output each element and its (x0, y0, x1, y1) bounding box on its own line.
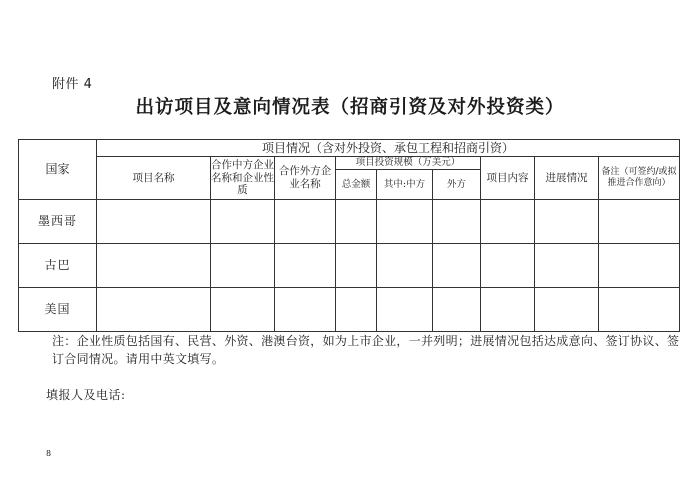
empty-cell (599, 200, 680, 244)
country-cell: 古巴 (19, 244, 97, 288)
empty-cell (97, 200, 211, 244)
empty-cell (377, 288, 433, 332)
empty-cell (211, 244, 275, 288)
empty-cell (211, 200, 275, 244)
header-remarks: 备注（可签约/或拟推进合作意向） (599, 157, 680, 200)
empty-cell (535, 288, 599, 332)
header-foreign-share: 外方 (433, 170, 481, 200)
header-chinese-share: 其中:中方 (377, 170, 433, 200)
empty-cell (275, 200, 336, 244)
filler-contact-label: 填报人及电话: (46, 388, 126, 402)
empty-cell (433, 244, 481, 288)
empty-cell (599, 244, 680, 288)
empty-cell (433, 200, 481, 244)
empty-cell (97, 244, 211, 288)
table-row (19, 288, 680, 332)
header-project-content: 项目内容 (481, 157, 535, 200)
header-investment-scale: 项目投资规模（万美元） (336, 157, 481, 170)
empty-cell (535, 200, 599, 244)
empty-cell (481, 200, 535, 244)
page-number: 8 (46, 449, 52, 458)
empty-cell (535, 244, 599, 288)
empty-cell (433, 288, 481, 332)
attachment-label: 附件 4 (52, 77, 93, 92)
table-row (19, 244, 680, 288)
empty-cell (336, 288, 377, 332)
empty-cell (275, 244, 336, 288)
empty-cell (599, 288, 680, 332)
empty-cell (275, 288, 336, 332)
project-group-header: 项目情况（含对外投资、承包工程和招商引资） (97, 140, 680, 157)
empty-cell (97, 288, 211, 332)
empty-cell (336, 200, 377, 244)
document-title: 出访项目及意向情况表（招商引资及对外投资类） (135, 97, 565, 118)
empty-cell (377, 244, 433, 288)
table-row (19, 200, 680, 244)
country-cell: 墨西哥 (19, 200, 97, 244)
table-note: 注：企业性质包括国有、民营、外资、港澳台资，如为上市企业，一并列明；进展情况包括达成意向、签订协议、签订合同情况。请用中英文填写。 (52, 334, 680, 366)
empty-cell (336, 244, 377, 288)
header-total-amount: 总金额 (336, 170, 377, 200)
header-chinese-party: 合作中方企业名称和企业性质 (211, 157, 275, 200)
header-foreign-party: 合作外方企业名称 (275, 157, 336, 200)
empty-cell (481, 244, 535, 288)
country-cell: 美国 (19, 288, 97, 332)
empty-cell (481, 288, 535, 332)
empty-cell (211, 288, 275, 332)
project-table (18, 139, 680, 332)
country-header: 国家 (19, 140, 97, 200)
header-progress: 进展情况 (535, 157, 599, 200)
header-project-name: 项目名称 (97, 157, 211, 200)
empty-cell (377, 200, 433, 244)
